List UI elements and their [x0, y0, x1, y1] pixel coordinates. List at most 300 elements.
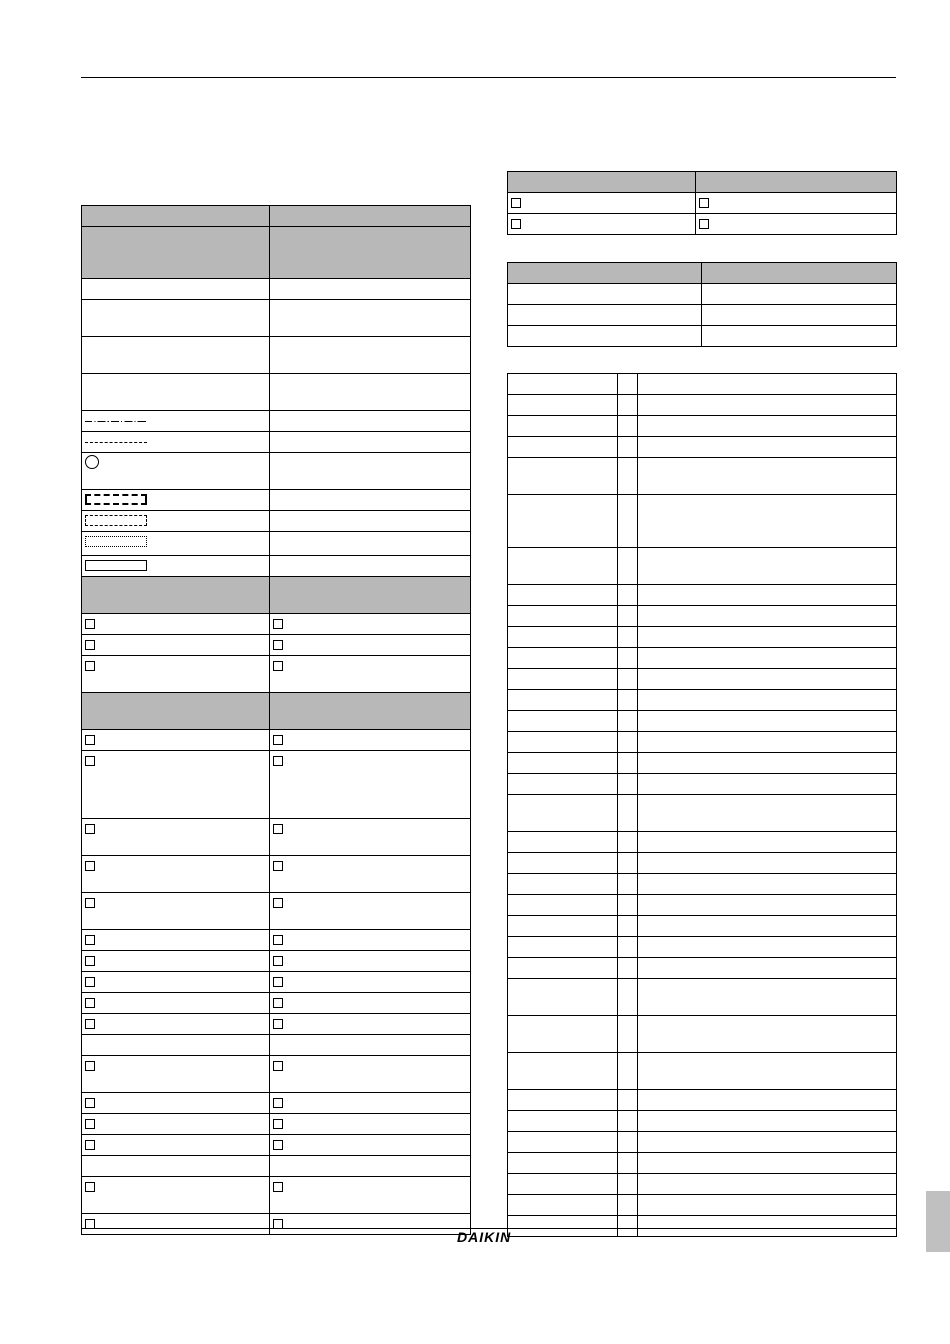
cell-col1	[82, 1056, 270, 1093]
table-row	[508, 458, 897, 495]
table-row	[82, 1177, 471, 1214]
cell-col1	[82, 614, 270, 635]
cell-description	[638, 416, 897, 437]
cell-col1	[82, 635, 270, 656]
cell-code	[508, 895, 618, 916]
cell-col2	[270, 751, 471, 819]
cell-code	[508, 1132, 618, 1153]
checkbox-icon	[273, 1182, 283, 1192]
cell-col2	[270, 856, 471, 893]
cell-col1	[82, 1214, 270, 1235]
table-row	[82, 532, 471, 556]
table-row	[508, 606, 897, 627]
cell-col1	[508, 305, 702, 326]
cell-col2	[270, 432, 471, 453]
checkbox-icon	[273, 977, 283, 987]
cell-code	[508, 690, 618, 711]
cell-code	[508, 916, 618, 937]
checkbox-icon	[85, 998, 95, 1008]
cell-marker	[618, 795, 638, 832]
table-row	[82, 556, 471, 577]
table-row	[82, 511, 471, 532]
table-row	[82, 993, 471, 1014]
cell-description	[638, 1132, 897, 1153]
cell-col2	[270, 1014, 471, 1035]
cell-col2	[702, 326, 897, 347]
cell-marker	[618, 374, 638, 395]
table-row	[82, 635, 471, 656]
cell-col2	[270, 411, 471, 432]
cell-marker	[618, 1216, 638, 1237]
cell-marker	[618, 774, 638, 795]
cell-description	[638, 895, 897, 916]
cell-marker	[618, 606, 638, 627]
cell-code	[508, 395, 618, 416]
cell-col2	[270, 227, 471, 279]
table-row	[508, 690, 897, 711]
cell-marker	[618, 548, 638, 585]
cell-description	[638, 395, 897, 416]
checkbox-icon	[273, 756, 283, 766]
cell-col1	[82, 972, 270, 993]
cell-col1	[82, 693, 270, 730]
cell-description	[638, 853, 897, 874]
cell-code	[508, 458, 618, 495]
cell-col2	[270, 374, 471, 411]
checkbox-icon	[273, 640, 283, 650]
cell-code	[508, 416, 618, 437]
cell-col1	[82, 1135, 270, 1156]
cell-col2	[696, 193, 897, 214]
cell-code	[508, 1174, 618, 1195]
table-row	[508, 395, 897, 416]
table-row	[508, 172, 897, 193]
cell-col2	[270, 577, 471, 614]
cell-code	[508, 1053, 618, 1090]
cell-marker	[618, 979, 638, 1016]
cell-col2	[270, 1214, 471, 1235]
table-row	[508, 669, 897, 690]
cell-col1	[508, 326, 702, 347]
cell-marker	[618, 1111, 638, 1132]
table-row	[508, 648, 897, 669]
table-row	[82, 337, 471, 374]
cell-col2	[270, 1056, 471, 1093]
table-row	[508, 1053, 897, 1090]
cell-code	[508, 832, 618, 853]
cell-col2	[270, 337, 471, 374]
cell-description	[638, 1016, 897, 1053]
table-row	[508, 495, 897, 548]
cell-marker	[618, 711, 638, 732]
cell-marker	[618, 669, 638, 690]
checkbox-icon	[273, 824, 283, 834]
cell-code	[508, 732, 618, 753]
cell-marker	[618, 1016, 638, 1053]
cell-description	[638, 495, 897, 548]
cell-description	[638, 1153, 897, 1174]
checkbox-icon	[85, 956, 95, 966]
cell-col1	[82, 1035, 270, 1056]
cell-code	[508, 495, 618, 548]
cell-col2	[270, 635, 471, 656]
checkbox-icon	[85, 1019, 95, 1029]
table-row	[508, 585, 897, 606]
cell-col2	[270, 453, 471, 490]
cell-col2	[270, 930, 471, 951]
cell-col2	[270, 693, 471, 730]
table-row	[508, 1090, 897, 1111]
cell-code	[508, 1090, 618, 1111]
table-row	[508, 284, 897, 305]
checkbox-icon	[273, 1140, 283, 1150]
dash-dot-line-icon	[85, 421, 147, 422]
cell-code	[508, 1016, 618, 1053]
table-row	[82, 693, 471, 730]
checkbox-icon	[85, 1140, 95, 1150]
table-row	[82, 432, 471, 453]
cell-marker	[618, 458, 638, 495]
table-row	[508, 895, 897, 916]
cell-col1	[82, 279, 270, 300]
cell-col2	[270, 511, 471, 532]
cell-code	[508, 979, 618, 1016]
cell-col1	[82, 856, 270, 893]
cell-code	[508, 1153, 618, 1174]
cell-code	[508, 711, 618, 732]
cell-description	[638, 711, 897, 732]
cell-code	[508, 853, 618, 874]
cell-description	[638, 795, 897, 832]
cell-col1	[82, 490, 270, 511]
table-row	[508, 1132, 897, 1153]
cell-col2	[270, 1177, 471, 1214]
cell-code	[508, 669, 618, 690]
table-row	[508, 979, 897, 1016]
table-row	[82, 656, 471, 693]
table-row	[508, 193, 897, 214]
cell-description	[638, 548, 897, 585]
table-row	[508, 753, 897, 774]
cell-col1	[82, 411, 270, 432]
cell-description	[638, 774, 897, 795]
cell-code	[508, 958, 618, 979]
checkbox-icon	[699, 198, 709, 208]
table-row	[82, 1156, 471, 1177]
cell-description	[638, 753, 897, 774]
solid-box-icon	[85, 560, 147, 571]
cell-col1	[82, 1114, 270, 1135]
cell-col1	[82, 453, 270, 490]
circle-icon	[85, 455, 99, 469]
cell-description	[638, 832, 897, 853]
cell-description	[638, 437, 897, 458]
table-row	[82, 930, 471, 951]
table-row	[82, 1056, 471, 1093]
cell-description	[638, 669, 897, 690]
cell-col1	[508, 172, 696, 193]
cell-description	[638, 958, 897, 979]
checkbox-icon	[85, 1182, 95, 1192]
cell-col2	[270, 1114, 471, 1135]
table-row	[82, 206, 471, 227]
table-row	[82, 577, 471, 614]
table-row	[508, 437, 897, 458]
cell-col2	[270, 972, 471, 993]
checkbox-icon	[85, 619, 95, 629]
table-row	[508, 795, 897, 832]
cell-col1	[82, 337, 270, 374]
cell-code	[508, 1195, 618, 1216]
cell-col1	[82, 206, 270, 227]
cell-col1	[82, 577, 270, 614]
right-checkbox-table	[507, 171, 897, 235]
cell-col2	[270, 819, 471, 856]
cell-col2	[696, 214, 897, 235]
table-row	[82, 1135, 471, 1156]
table-row	[508, 832, 897, 853]
cell-col2	[702, 263, 897, 284]
table-row	[508, 711, 897, 732]
table-row	[82, 1114, 471, 1135]
cell-description	[638, 690, 897, 711]
table-row	[82, 951, 471, 972]
checkbox-icon	[85, 661, 95, 671]
cell-col2	[270, 1035, 471, 1056]
checkbox-icon	[85, 824, 95, 834]
table-row	[508, 214, 897, 235]
table-row	[82, 374, 471, 411]
cell-description	[638, 732, 897, 753]
table-row	[508, 326, 897, 347]
cell-col2	[270, 532, 471, 556]
checkbox-icon	[273, 898, 283, 908]
cell-marker	[618, 732, 638, 753]
checkbox-icon	[85, 1119, 95, 1129]
cell-code	[508, 437, 618, 458]
cell-code	[508, 795, 618, 832]
checkbox-icon	[85, 977, 95, 987]
checkbox-icon	[273, 661, 283, 671]
cell-description	[638, 1174, 897, 1195]
cell-code	[508, 606, 618, 627]
cell-col1	[508, 193, 696, 214]
table-row	[508, 548, 897, 585]
cell-marker	[618, 1195, 638, 1216]
cell-description	[638, 874, 897, 895]
cell-marker	[618, 1132, 638, 1153]
dashed-line-icon	[85, 442, 147, 443]
chapter-tab	[926, 1191, 950, 1252]
table-row	[508, 732, 897, 753]
cell-col1	[508, 214, 696, 235]
cell-col2	[270, 1156, 471, 1177]
cell-col2	[270, 614, 471, 635]
cell-marker	[618, 937, 638, 958]
cell-col2	[270, 1135, 471, 1156]
checkbox-icon	[273, 861, 283, 871]
cell-code	[508, 648, 618, 669]
table-row	[82, 490, 471, 511]
cell-description	[638, 627, 897, 648]
cell-col1	[82, 532, 270, 556]
cell-col1	[82, 300, 270, 337]
table-row	[82, 1214, 471, 1235]
cell-description	[638, 1090, 897, 1111]
cell-col2	[270, 730, 471, 751]
checkbox-icon	[511, 219, 521, 229]
cell-description	[638, 585, 897, 606]
cell-marker	[618, 895, 638, 916]
cell-col2	[270, 993, 471, 1014]
daikin-logo: DAIKIN	[457, 1229, 512, 1245]
table-row	[82, 751, 471, 819]
table-row	[508, 305, 897, 326]
checkbox-icon	[511, 198, 521, 208]
cell-marker	[618, 416, 638, 437]
checkbox-icon	[273, 735, 283, 745]
cell-description	[638, 916, 897, 937]
cell-marker	[618, 1053, 638, 1090]
cell-col2	[270, 490, 471, 511]
table-row	[82, 893, 471, 930]
table-row	[508, 958, 897, 979]
cell-col1	[82, 930, 270, 951]
checkbox-icon	[273, 998, 283, 1008]
table-row	[82, 730, 471, 751]
cell-col2	[270, 279, 471, 300]
cell-code	[508, 1216, 618, 1237]
cell-col1	[82, 556, 270, 577]
table-row	[82, 453, 471, 490]
cell-col1	[82, 993, 270, 1014]
cell-col1	[82, 656, 270, 693]
left-legend-table	[81, 205, 471, 1235]
table-row	[82, 411, 471, 432]
cell-description	[638, 979, 897, 1016]
table-row	[508, 1016, 897, 1053]
table-row	[82, 856, 471, 893]
cell-marker	[618, 958, 638, 979]
cell-marker	[618, 495, 638, 548]
cell-marker	[618, 874, 638, 895]
cell-marker	[618, 585, 638, 606]
cell-code	[508, 627, 618, 648]
cell-marker	[618, 1174, 638, 1195]
cell-marker	[618, 853, 638, 874]
checkbox-icon	[699, 219, 709, 229]
table-row	[508, 1174, 897, 1195]
cell-description	[638, 648, 897, 669]
cell-code	[508, 753, 618, 774]
checkbox-icon	[85, 1098, 95, 1108]
table-row	[82, 300, 471, 337]
cell-code	[508, 774, 618, 795]
cell-col1	[82, 1156, 270, 1177]
table-row	[82, 279, 471, 300]
cell-col1	[508, 263, 702, 284]
cell-code	[508, 1111, 618, 1132]
cell-col1	[82, 730, 270, 751]
cell-col2	[702, 305, 897, 326]
checkbox-icon	[85, 735, 95, 745]
cell-col1	[82, 819, 270, 856]
cell-marker	[618, 437, 638, 458]
table-row	[82, 819, 471, 856]
table-row	[82, 1014, 471, 1035]
table-row	[508, 916, 897, 937]
cell-description	[638, 458, 897, 495]
checkbox-icon	[85, 861, 95, 871]
cell-col2	[270, 556, 471, 577]
table-row	[508, 1216, 897, 1237]
cell-marker	[618, 627, 638, 648]
cell-description	[638, 606, 897, 627]
cell-marker	[618, 648, 638, 669]
cell-col1	[82, 751, 270, 819]
checkbox-icon	[273, 1119, 283, 1129]
checkbox-icon	[273, 619, 283, 629]
table-row	[82, 614, 471, 635]
table-row	[508, 627, 897, 648]
cell-col2	[702, 284, 897, 305]
checkbox-icon	[273, 935, 283, 945]
cell-marker	[618, 1090, 638, 1111]
right-info-table	[507, 262, 897, 347]
cell-code	[508, 874, 618, 895]
cell-code	[508, 585, 618, 606]
cell-marker	[618, 753, 638, 774]
table-row	[508, 416, 897, 437]
checkbox-icon	[85, 935, 95, 945]
checkbox-icon	[273, 956, 283, 966]
table-row	[508, 1195, 897, 1216]
table-row	[508, 374, 897, 395]
header-rule	[81, 77, 896, 78]
cell-description	[638, 937, 897, 958]
cell-marker	[618, 1153, 638, 1174]
cell-col1	[82, 374, 270, 411]
table-row	[82, 1035, 471, 1056]
dotted-box-icon	[85, 536, 147, 547]
table-row	[508, 1153, 897, 1174]
cell-description	[638, 1111, 897, 1132]
cell-description	[638, 1216, 897, 1237]
cell-col2	[270, 893, 471, 930]
table-row	[82, 227, 471, 279]
checkbox-icon	[85, 756, 95, 766]
cell-col1	[82, 951, 270, 972]
table-row	[508, 1111, 897, 1132]
cell-col1	[82, 511, 270, 532]
checkbox-icon	[85, 1061, 95, 1071]
table-row	[508, 937, 897, 958]
cell-col1	[82, 432, 270, 453]
cell-col1	[508, 284, 702, 305]
table-row	[508, 853, 897, 874]
cell-marker	[618, 916, 638, 937]
cell-col2	[270, 1093, 471, 1114]
cell-col1	[82, 1177, 270, 1214]
checkbox-icon	[273, 1019, 283, 1029]
cell-marker	[618, 395, 638, 416]
table-row	[82, 972, 471, 993]
table-row	[508, 774, 897, 795]
cell-col1	[82, 227, 270, 279]
cell-description	[638, 1053, 897, 1090]
checkbox-icon	[273, 1061, 283, 1071]
cell-col2	[270, 656, 471, 693]
